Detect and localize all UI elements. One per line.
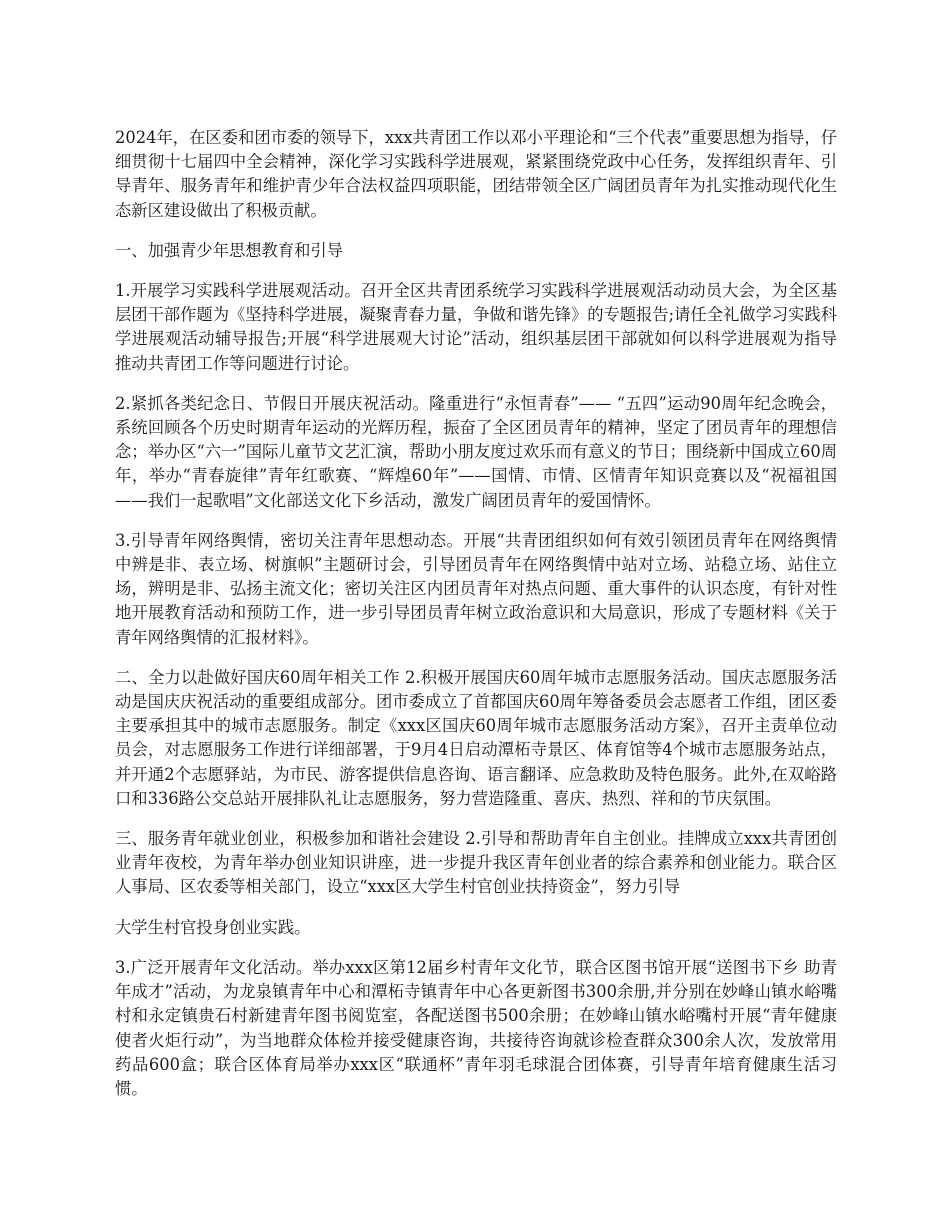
document-body — [115, 126, 837, 1117]
paragraph-village-officials: 大学生村官投身创业实践。 — [115, 917, 311, 937]
paragraph-national-day: 二、全力以赴做好国庆60周年相关工作 2.积极开展国庆60周年城市志愿服务活动。国庆志愿服务活动是国庆庆祝活动的重要组成部分。团市委成立了首都国庆60周年筹备委员会志愿者工作组，团区委主要承担其中的城市志愿服务。制定《xxx区国庆60周年城市志愿服务活动方案》，召开主责单位动员会，对志愿服务工作进行详细部署，于9月4日启动潭柘寺景区、体育馆等4个城市志愿服务站点，并开通2个志愿驿站，为市民、游客提供信息咨询、语言翻译、应急救助及特色服务。此外,在双峪路口和336路公交总站开展排队礼让志愿服务，努力营造隆重、喜庆、热烈、祥和的节庆氛围。 — [115, 667, 837, 808]
intro-paragraph: 2024年，在区委和团市委的领导下，xxx共青团工作以邓小平理论和“三个代表”重要思想为指导，仔细贯彻十七届四中全会精神，深化学习实践科学进展观，紧紧围绕党政中心任务，发挥组织青年、引导青年、服务青年和维护青少年合法权益四项职能，团结带领全区广阔团员青年为扎实推动现代化生态新区建设做出了积极贡献。 — [115, 128, 837, 220]
paragraph-culture: 3.广泛开展青年文化活动。举办xxx区第12届乡村青年文化节，联合区图书馆开展“送图书下乡 助青年成才”活动，为龙泉镇青年中心和潭柘寺镇青年中心各更新图书300余册,并分别在妙峰山镇水峪嘴村和永定镇贵石村新建青年图书阅览室，各配送图书500余册；在妙峰山镇水峪嘴村开展“青年健康使者火炬行动”，为当地群众体检并接受健康咨询，共接待咨询就诊检查群众300余人次，发放常用药品600盒；联合区体育局举办xxx区“联通杯”青年羽毛球混合团体赛，引导青年培育健康生活习惯。 — [115, 957, 837, 1098]
section-heading-1: 一、加强青少年思想教育和引导 — [115, 240, 343, 260]
paragraph-study-practice: 1.开展学习实践科学进展观活动。召开全区共青团系统学习实践科学进展观活动动员大会，为全区基层团干部作题为《坚持科学进展，凝聚青春力量，争做和谐先锋》的专题报告;请任全礼做学习实践科学进展观活动辅导报告;开展“科学进展观大讨论”活动，组织基层团干部就如何以科学进展观为指导推动共青团工作等问题进行讨论。 — [115, 281, 837, 373]
paragraph-online-opinion: 3.引导青年网络舆情，密切关注青年思想动态。开展“共青团组织如何有效引领团员青年在网络舆情中辨是非、表立场、树旗帜”主题研讨会，引导团员青年在网络舆情中站对立场、站稳立场、站住立场，辨明是非、弘扬主流文化；密切关注区内团员青年对热点问题、重大事件的认识态度，有针对性地开展教育活动和预防工作，进一步引导团员青年树立政治意识和大局意识，形成了专题材料《关于青年网络舆情的汇报材料》。 — [115, 530, 837, 647]
paragraph-commemoration: 2.紧抓各类纪念日、节假日开展庆祝活动。隆重进行“永恒青春”—— “五四”运动90周年纪念晚会，系统回顾各个历史时期青年运动的光辉历程，振奋了全区团员青年的精神，坚定了团员青年的理想信念；举办区“六一”国际儿童节文艺汇演，帮助小朋友度过欢乐而有意义的节日；围绕新中国成立60周年，举办“青春旋律”青年红歌赛、“辉煌60年”——国情、市情、区情青年知识竞赛以及“祝福祖国——我们一起歌唱”文化部送文化下乡活动，激发广阔团员青年的爱国情怀。 — [115, 393, 837, 510]
paragraph-employment: 三、服务青年就业创业，积极参加和谐社会建设 2.引导和帮助青年自主创业。挂牌成立xxx共青团创业青年夜校，为青年举办创业知识讲座，进一步提升我区青年创业者的综合素养和创业能力。联合区人事局、区农委等相关部门，设立“xxx区大学生村官创业扶持资金”，努力引导 — [115, 829, 837, 897]
